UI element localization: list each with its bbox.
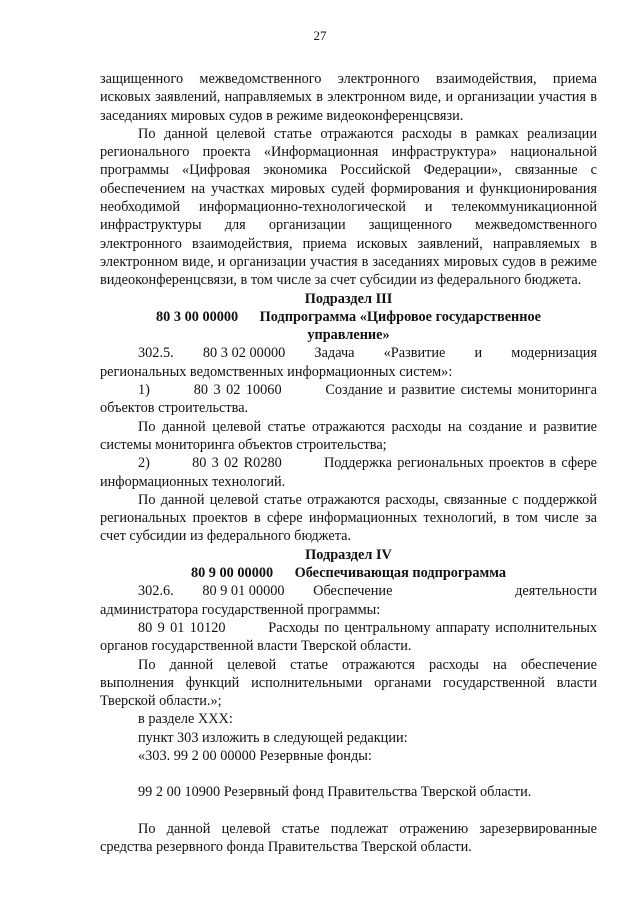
subsection-4-heading: 80 9 00 00000 Обеспечивающая подпрограмма (190, 565, 507, 582)
spacer (100, 765, 597, 783)
subsection-3-heading-cont: управление» (307, 327, 390, 344)
item-2-description: По данной целевой статье отражаются расходы, связанные с поддержкой региональных проектов в сфере информационных технологий, в том числе за счет субсидии из федерального бюджета. (100, 491, 597, 545)
spacer (100, 802, 597, 820)
item-302-6-code: 302.6. 80 9 01 00000 Обеспечение (138, 583, 393, 600)
item-303-intro: пункт 303 изложить в следующей редакции: (138, 729, 408, 746)
subsection-4-title: Подраздел IV (305, 546, 392, 563)
item-99-2-00-10900: 99 2 00 10900 Резервный фонд Правительства Тверской области. (138, 784, 532, 801)
item-302-6-word: деятельности (515, 583, 597, 600)
item-80-9-01-10120: 80 9 01 10120 Расходы по центральному аппарату исполнительных органов государственной власти Тверской области. (100, 619, 601, 655)
section-xxx: в разделе XXX: (138, 711, 233, 728)
page-number: 27 (313, 28, 327, 43)
item-80-9-01-10120-description: По данной целевой статье отражаются расходы на обеспечение выполнения функций исполнительными органами государственной власти Тверской области.»; (100, 656, 597, 710)
paragraph-target-article: По данной целевой статье отражаются расходы в рамках реализации регионального проекта «Информационная инфраструктура» национальной программы «Цифровая экономика Российской Федерации», связанные с обеспечением на участках мировых судей формирования и функционирования необходимой информационно-технологической и телекоммуникационной инфраструктуры для организации защищенного межведомственного электронного взаимодействия, приема исковых заявлений, направляемых в электронном виде, и организации участия в заседаниях мировых судов в режиме видеоконференцсвязи, в том числе за счет субсидии из федерального бюджета. (100, 125, 597, 289)
item-99-2-00-10900-description: По данной целевой статье подлежат отражению зарезервированные средства резервного фонда Правительства Тверской области. (100, 820, 597, 855)
item-2: 2) 80 3 02 R0280 Поддержка региональных проектов в сфере информационных технологий. (100, 455, 601, 490)
document-body (100, 70, 601, 856)
subsection-3-heading: 80 3 00 00000 Подпрограмма «Цифровое государственное (155, 308, 542, 325)
item-1: 1) 80 3 02 10060 Создание и развитие системы мониторинга объектов строительства. (100, 382, 601, 417)
item-303: «303. 99 2 00 00000 Резервные фонды: (138, 747, 372, 764)
paragraph-continuation: защищенного межведомственного электронного взаимодействия, приема исковых заявлений, направляемых в электронном виде, и организации участия в заседаниях мировых судов в режиме видеоконференцсвязи. (100, 71, 597, 124)
subsection-3-title: Подраздел III (304, 290, 393, 307)
item-302-6-row (100, 582, 597, 600)
item-302-6-cont: администратора государственной программы: (100, 601, 381, 618)
item-1-description: По данной целевой статье отражаются расходы на создание и развитие системы мониторинга объектов строительства; (100, 418, 597, 453)
item-302-5: 302.5. 80 3 02 00000 Задача «Развитие и модернизация региональных ведомственных информационных систем»: (100, 345, 601, 380)
